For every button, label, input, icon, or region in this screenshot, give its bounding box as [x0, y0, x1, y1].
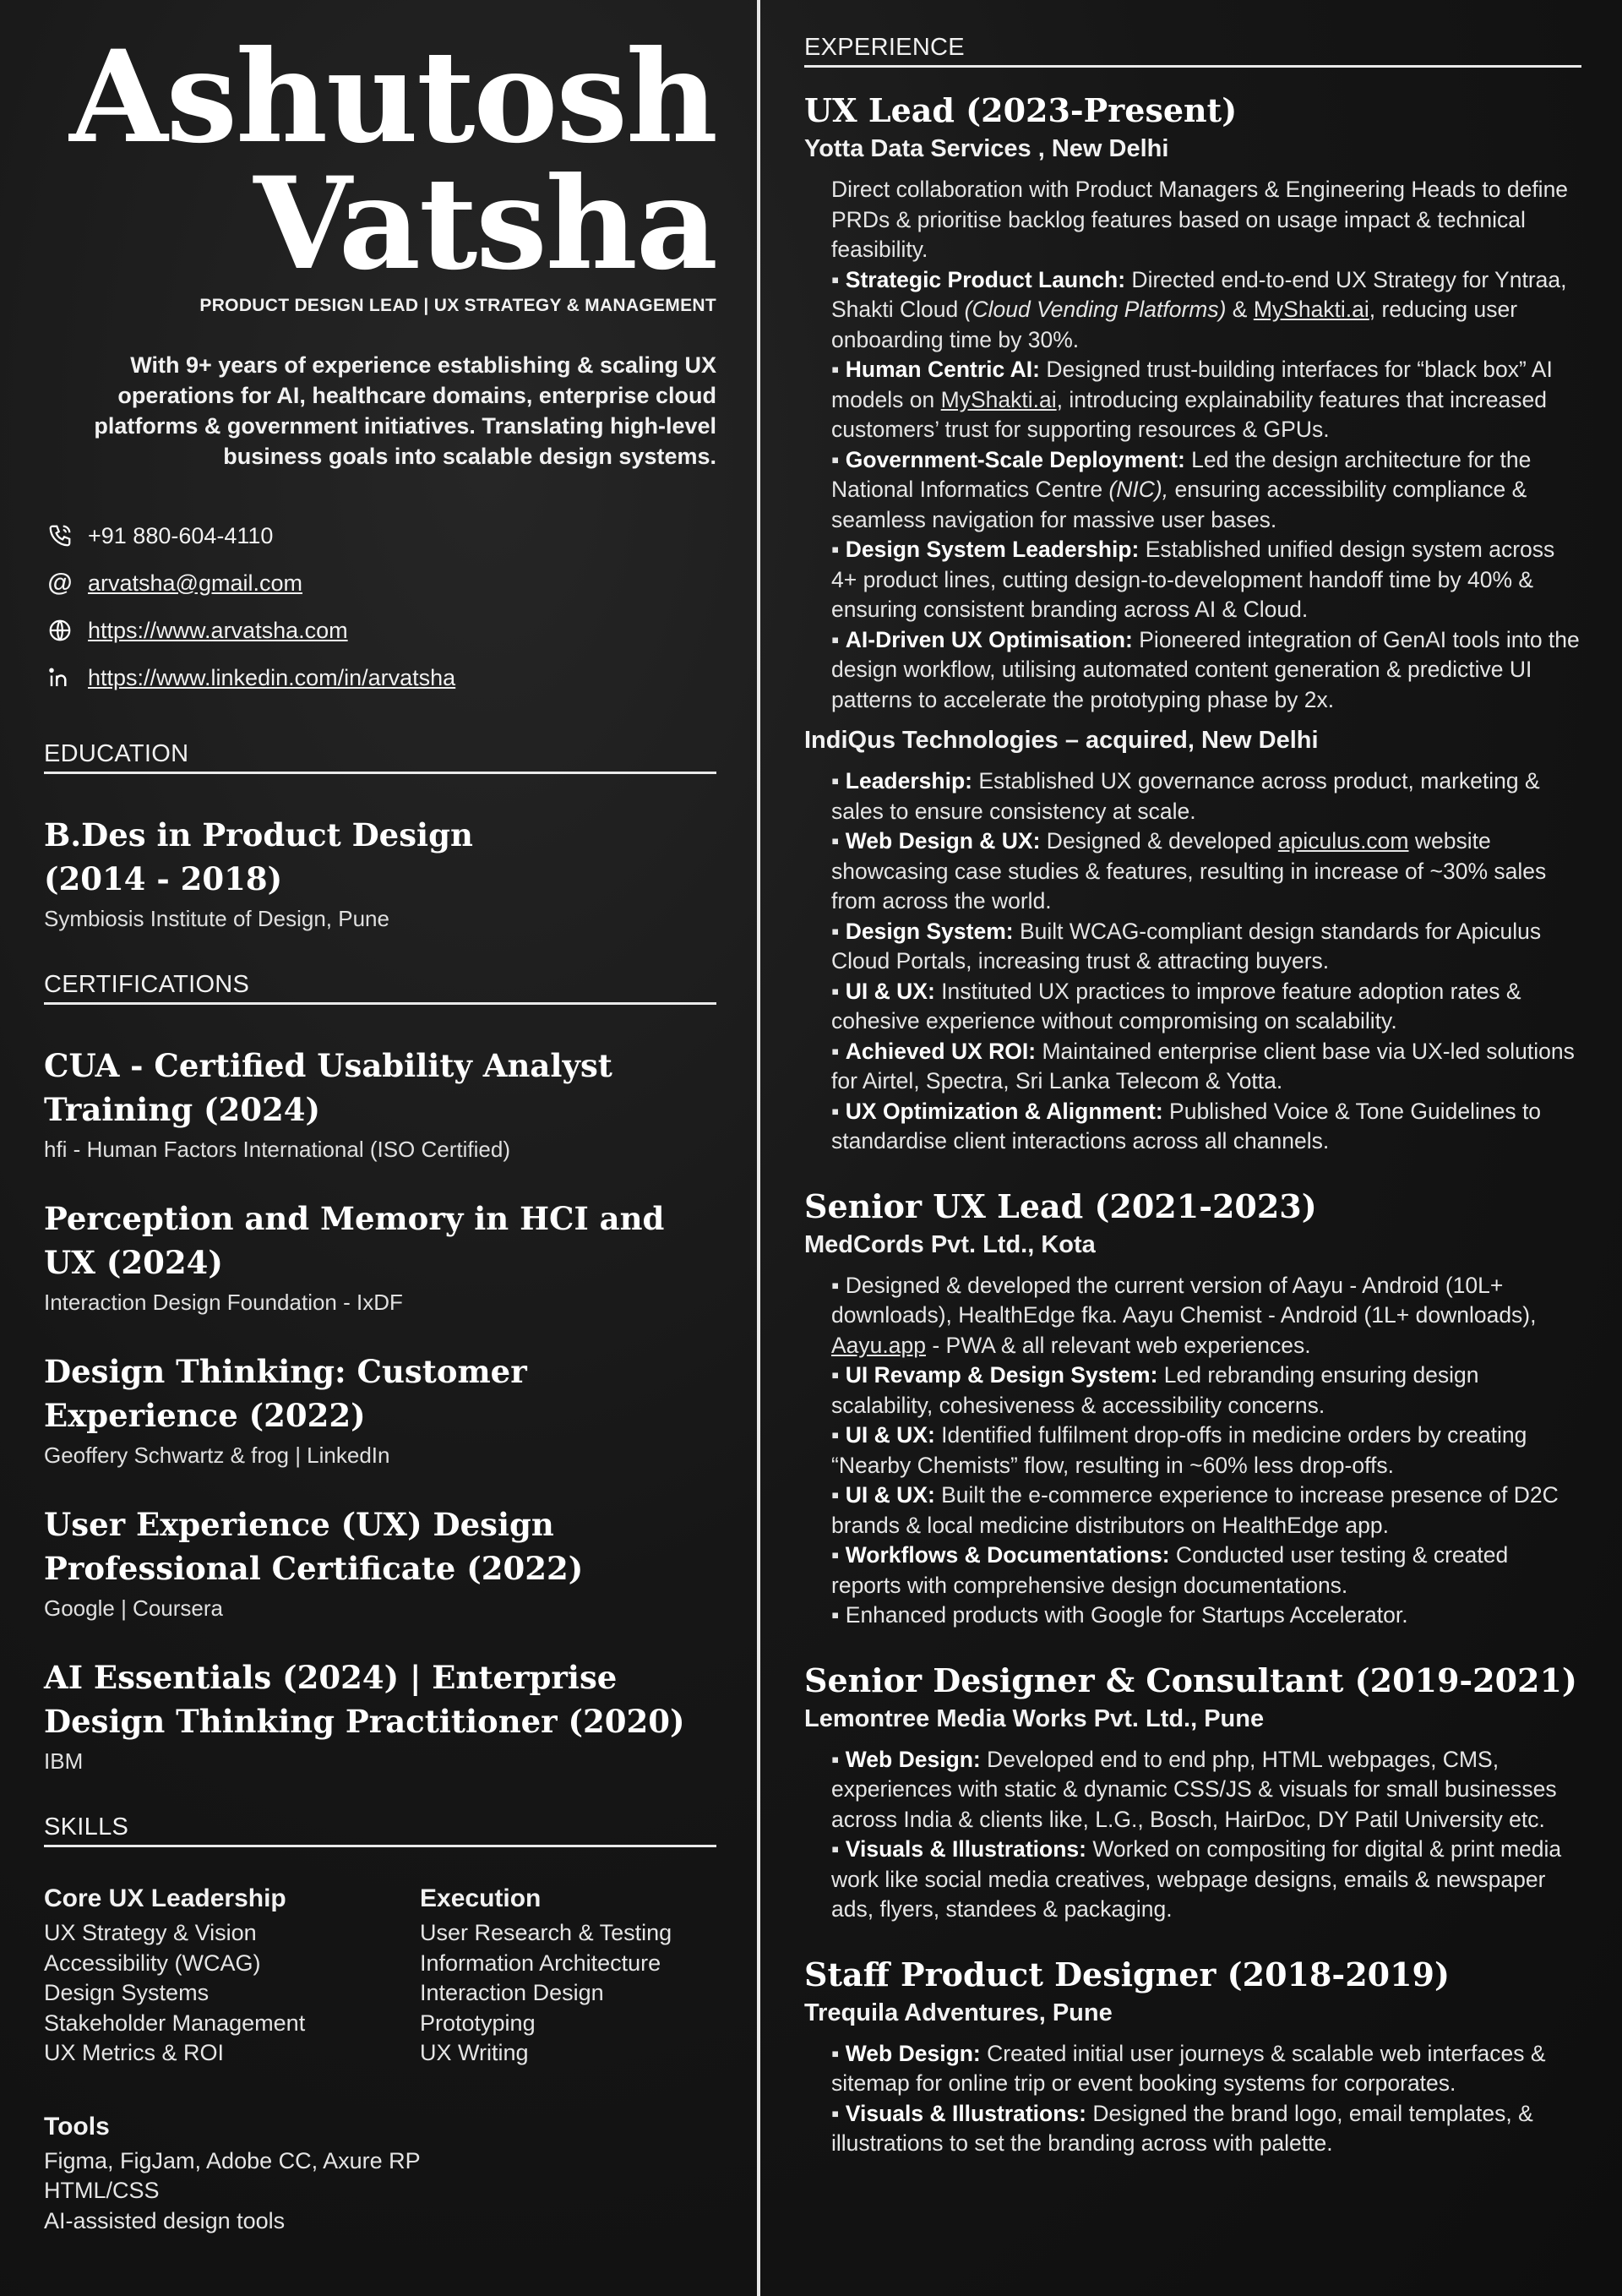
bullet-text: Developed end to end php, HTML webpages, CMS, experiences with static & dynamic CSS/JS & visuals for small businesses across India & clients like, L.G., Bosch, HairDoc, DY Patil University etc.	[831, 1746, 1557, 1832]
bullet-label: Visuals & Illustrations:	[845, 2100, 1086, 2126]
job-body	[831, 175, 1581, 715]
cert-title-line-1: CUA - Certified Usability Analyst	[44, 1047, 612, 1084]
bullet-label: Government-Scale Deployment:	[845, 446, 1185, 472]
bullet-label: Human Centric AI:	[845, 357, 1040, 382]
cert-title-line-2: Professional Certificate (2022)	[44, 1550, 584, 1587]
job-company: Lemontree Media Works Pvt. Ltd., Pune	[804, 1704, 1265, 1732]
job-bullet: ▪ Web Design & UX: Designed & developed apiculus.com website showcasing case studies & features, resulting in increase of ~30% sales from across the world.	[831, 828, 1547, 913]
bullet-label: UI & UX:	[845, 1422, 935, 1448]
education-heading: EDUCATION	[44, 740, 716, 774]
bullet-text: Led rebranding ensuring design scalability, cohesiveness & accessibility concerns.	[831, 1362, 1479, 1418]
bullet-label: UI & UX:	[845, 978, 935, 1004]
cert-title-line-2: UX (2024)	[44, 1244, 223, 1281]
contact-linkedin[interactable]	[44, 654, 716, 701]
skill-item: Design Systems	[44, 1980, 210, 2005]
job-role: Senior UX Lead (2021-2023)	[804, 1186, 1317, 1225]
cert-item	[44, 1502, 716, 1622]
full-name	[44, 23, 716, 298]
bullet-text: Designed & developed	[1040, 828, 1278, 854]
bullet-label: Web Design:	[845, 2040, 981, 2066]
bullet-text: Maintained enterprise client base via UX-led solutions for Airtel, Spectra, Sri Lanka Telecom & Yotta.	[831, 1038, 1575, 1093]
job-bullet: ▪ Achieved UX ROI: Maintained enterprise client base via UX-led solutions for Airtel, Spectra, Sri Lanka Telecom & Yotta.	[831, 1038, 1575, 1093]
cert-title	[44, 1350, 716, 1437]
job-bullet: ▪ UX Optimization & Alignment: Published Voice & Tone Guidelines to standardise client interactions across all channels.	[831, 1098, 1542, 1153]
bullet-label: UI Revamp & Design System:	[845, 1362, 1158, 1388]
cert-title	[44, 1655, 716, 1743]
bullet-text: Led the design architecture for the National Informatics Centre	[831, 446, 1532, 502]
bullet-text: Identified fulfilment drop-offs in medicine orders by creating “Nearby Chemists” flow, resulting in ~60% less drop-offs.	[831, 1422, 1527, 1478]
email-link[interactable]: arvatsha@gmail.com	[88, 570, 302, 596]
contact-phone	[44, 512, 716, 559]
cert-item	[44, 1044, 716, 1163]
bullet-italic: (NIC),	[1108, 477, 1169, 502]
job-bullet: ▪ Leadership: Established UX governance across product, marketing & sales to ensure consistency at scale.	[831, 768, 1540, 824]
cert-issuer: IBM	[44, 1748, 84, 1774]
school-name: Symbiosis Institute of Design, Pune	[44, 906, 389, 931]
cert-issuer: Interaction Design Foundation - IxDF	[44, 1290, 403, 1315]
job-lemontree	[804, 1660, 1581, 1925]
bullet-label: UI & UX:	[845, 1482, 935, 1508]
cert-item	[44, 1655, 716, 1775]
myshakti-link[interactable]: MyShakti.ai	[940, 386, 1057, 412]
linkedin-icon	[44, 662, 76, 694]
cert-item	[44, 1350, 716, 1469]
bullet-label: Design System:	[845, 918, 1014, 944]
tool-item: Figma, FigJam, Adobe CC, Axure RP	[44, 2147, 421, 2173]
bullet-text: , introducing explainability features that increased customers’ trust for supporting resources & GPUs.	[831, 386, 1548, 442]
skills-exec-column	[420, 1884, 716, 2069]
skill-item: Information Architecture	[420, 1950, 661, 1976]
globe-icon	[44, 614, 76, 646]
bullet-text: Built the e-commerce experience to increase presence of D2C brands & local medicine distributors on HealthEdge app.	[831, 1482, 1559, 1538]
bullet-label: Web Design & UX:	[845, 828, 1041, 854]
contact-email[interactable]	[44, 559, 716, 607]
bullet-italic: (Cloud Vending Platforms)	[964, 297, 1227, 322]
bullet-label: AI-Driven UX Optimisation:	[845, 626, 1133, 652]
degree-line-1: B.Des in Product Design	[44, 816, 473, 854]
tools-section	[44, 2113, 716, 2237]
bullet-text: Conducted user testing & created reports with comprehensive design documentations.	[831, 1542, 1509, 1598]
job-bullet: ▪ UI Revamp & Design System: Led rebranding ensuring design scalability, cohesiveness & accessibility concerns.	[831, 1362, 1479, 1418]
left-column	[44, 23, 716, 2236]
job-trequila	[804, 1954, 1581, 2159]
linkedin-link[interactable]: https://www.linkedin.com/in/arvatsha	[88, 664, 456, 690]
job-bullet: ▪ Human Centric AI: Designed trust-building interfaces for “black box” AI models on MyShakti.ai, introducing explainability features that increased customers’ trust for supporting resources & GPUs.	[831, 357, 1553, 442]
job-bullet: ▪ Workflows & Documentations: Conducted user testing & created reports with comprehensive design documentations.	[831, 1542, 1509, 1598]
cert-title-line-2: Experience (2022)	[44, 1397, 366, 1434]
tool-item: HTML/CSS	[44, 2178, 160, 2203]
skill-item: User Research & Testing	[420, 1920, 672, 1945]
bullet-text: Published Voice & Tone Guidelines to standardise client interactions across all channels.	[831, 1098, 1542, 1153]
job-bullet: ▪ UI & UX: Instituted UX practices to improve feature adoption rates & cohesive experience without compromising on scalability.	[831, 978, 1521, 1033]
skills-exec-title: Execution	[420, 1884, 542, 1912]
certifications-heading: CERTIFICATIONS	[44, 971, 716, 1005]
cert-title	[44, 1502, 716, 1590]
bullet-label: UX Optimization & Alignment:	[845, 1098, 1163, 1124]
job-bullet: ▪ Enhanced products with Google for Startups Accelerator.	[831, 1602, 1408, 1628]
skill-item: Interaction Design	[420, 1980, 604, 2005]
apiculus-link[interactable]: apiculus.com	[1277, 828, 1409, 854]
tools-title: Tools	[44, 2112, 110, 2141]
bullet-label: Leadership:	[845, 768, 972, 794]
bullet-text: Enhanced products with Google for Startups Accelerator.	[845, 1602, 1408, 1628]
cert-title	[44, 1197, 716, 1284]
bullet-text: Built WCAG-compliant design standards for Apiculus Cloud Portals, increasing trust & attracting buyers.	[831, 918, 1542, 973]
cert-title-line-1: User Experience (UX) Design	[44, 1506, 554, 1543]
bullet-text: Established UX governance across product, marketing & sales to ensure consistency at scale.	[831, 768, 1540, 824]
skill-item: UX Metrics & ROI	[44, 2040, 225, 2065]
skill-item: Stakeholder Management	[44, 2010, 306, 2036]
job-body	[831, 1745, 1581, 1925]
job-bullet: ▪ Visuals & Illustrations: Designed the brand logo, email templates, & illustrations to set the branding across with palette.	[831, 2100, 1533, 2156]
job-medcords	[804, 1186, 1581, 1631]
experience-heading: EXPERIENCE	[804, 34, 1581, 68]
skills-heading: SKILLS	[44, 1813, 716, 1847]
bullet-text: Pioneered integration of GenAI tools into the design workflow, utilising automated content generation & predictive UI patterns to accelerate the prototyping phase by 2x.	[831, 626, 1580, 712]
cert-title-line-1: Perception and Memory in HCI and	[44, 1200, 665, 1237]
job-role: Staff Product Designer (2018-2019)	[804, 1955, 1450, 1993]
summary: With 9+ years of experience establishing & scaling UX operations for AI, healthcare domains, enterprise cloud platforms & government initiatives. Translating high-level business goals into scalable design systems.	[94, 352, 716, 469]
bullet-text: Created initial user journeys & scalable web interfaces & sitemap for online trip or event booking systems for corporates.	[831, 2040, 1546, 2096]
skills-core-column	[44, 1884, 420, 2069]
bullet-text: Worked on compositing for digital & print media work like social media creatives, webpage designs, emails & newspaper ads, flyers, standees & packaging.	[831, 1836, 1562, 1922]
bullet-text: Designed the brand logo, email templates, & illustrations to set the branding across with palette.	[831, 2100, 1533, 2156]
job-body	[831, 2039, 1581, 2159]
job-company: Trequila Adventures, Pune	[804, 1999, 1113, 2026]
cert-title-line-2: Design Thinking Practitioner (2020)	[44, 1703, 685, 1740]
contact-list	[44, 512, 716, 701]
column-divider	[757, 0, 760, 2296]
job-bullet: ▪ UI & UX: Built the e-commerce experience to increase presence of D2C brands & local medicine distributors on HealthEdge app.	[831, 1482, 1559, 1538]
job-role: UX Lead (2023-Present)	[804, 91, 1238, 129]
cert-item	[44, 1197, 716, 1316]
bullet-text: website showcasing case studies & features, resulting in increase of ~30% sales from across the world.	[831, 828, 1547, 913]
phone-text: +91 880-604-4110	[88, 522, 274, 548]
contact-website[interactable]	[44, 607, 716, 654]
skill-item: Prototyping	[420, 2010, 536, 2036]
bullet-text: Designed & developed the current version of Aayu - Android (10L+ downloads), HealthEdge fka. Aayu Chemist - Android (1L+ downloads),	[831, 1272, 1537, 1328]
tool-item: AI-assisted design tools	[44, 2207, 286, 2233]
job-bullet: ▪ Designed & developed the current version of Aayu - Android (10L+ downloads), HealthEdge fka. Aayu Chemist - Android (1L+ downloads), Aayu.app - PWA & all relevant web experiences.	[831, 1272, 1537, 1358]
website-link[interactable]: https://www.arvatsha.com	[88, 617, 348, 643]
cert-title-line-1: Design Thinking: Customer	[44, 1353, 527, 1390]
bullet-label: Visuals & Illustrations:	[845, 1836, 1086, 1862]
skills-grid	[44, 1884, 716, 2069]
job-intro: Direct collaboration with Product Managers & Engineering Heads to define PRDs & prioritise backlog features based on usage impact & technical feasibility.	[831, 177, 1569, 262]
job-company: Yotta Data Services , New Delhi	[804, 135, 1169, 162]
job-bullet: ▪ Government-Scale Deployment: Led the design architecture for the National Informatics Centre (NIC), ensuring accessibility compliance & seamless navigation for massive user bases.	[831, 446, 1532, 532]
bullet-label: Strategic Product Launch:	[845, 266, 1126, 292]
right-column	[804, 34, 1581, 2159]
degree-line-2: (2014 - 2018)	[44, 860, 283, 897]
skill-item: Accessibility (WCAG)	[44, 1950, 261, 1976]
skill-item: UX Writing	[420, 2040, 529, 2065]
job-bullet: ▪ Design System: Built WCAG-compliant design standards for Apiculus Cloud Portals, increasing trust & attracting buyers.	[831, 918, 1542, 973]
myshakti-link[interactable]: MyShakti.ai	[1253, 297, 1369, 322]
bullet-label: Web Design:	[845, 1746, 981, 1772]
degree-title	[44, 813, 716, 901]
first-name: Ashutosh	[69, 23, 716, 172]
bullet-text: ensuring accessibility compliance & seamless navigation for massive user bases.	[831, 477, 1527, 532]
cert-title-line-2: Training (2024)	[44, 1091, 320, 1128]
job-bullet: ▪ AI-Driven UX Optimisation: Pioneered integration of GenAI tools into the design workflow, utilising automated content generation & predictive UI patterns to accelerate the prototyping phase by 2x.	[831, 626, 1580, 712]
job-company: IndiQus Technologies – acquired, New Delhi	[804, 727, 1319, 754]
bullet-text: Directed end-to-end UX Strategy for Yntraa, Shakti Cloud	[831, 266, 1567, 322]
job-company: MedCords Pvt. Ltd., Kota	[804, 1230, 1096, 1258]
cert-title	[44, 1044, 716, 1132]
job-bullet: ▪ Design System Leadership: Established unified design system across 4+ product lines, cutting design-to-development handoff time by 40% & ensuring consistent branding across AI & Cloud.	[831, 537, 1555, 622]
bullet-label: Workflows & Documentations:	[845, 1542, 1170, 1568]
cert-issuer: Geoffery Schwartz & frog | LinkedIn	[44, 1442, 390, 1468]
cert-issuer: Google | Coursera	[44, 1595, 223, 1621]
bullet-text: Established unified design system across 4+ product lines, cutting design-to-development handoff time by 40% & ensuring consistent branding across AI & Cloud.	[831, 537, 1555, 622]
at-icon: @	[47, 569, 73, 597]
aayu-link[interactable]: Aayu.app	[831, 1332, 926, 1358]
job-body	[831, 1271, 1581, 1631]
last-name: Vatsha	[253, 150, 716, 298]
education-entry	[44, 813, 716, 932]
job-role: Senior Designer & Consultant (2019-2021)	[804, 1661, 1577, 1699]
bullet-text: - PWA & all relevant web experiences.	[925, 1332, 1311, 1358]
bullet-text: Designed trust-building interfaces for “black box” AI models on	[831, 357, 1553, 412]
phone-icon	[44, 520, 76, 552]
job-bullet: ▪ Web Design: Created initial user journeys & scalable web interfaces & sitemap for online trip or event booking systems for corporates.	[831, 2040, 1546, 2096]
bullet-label: Achieved UX ROI:	[845, 1038, 1037, 1064]
bullet-text: , reducing user onboarding time by 30%.	[831, 297, 1518, 352]
bullet-label: Design System Leadership:	[845, 537, 1140, 562]
bullet-text: &	[1226, 297, 1254, 322]
tagline: PRODUCT DESIGN LEAD | UX STRATEGY & MANAGEMENT	[199, 296, 716, 315]
skill-item: UX Strategy & Vision	[44, 1920, 257, 1945]
job-bullet: ▪ Web Design: Developed end to end php, HTML webpages, CMS, experiences with static & dynamic CSS/JS & visuals for small businesses across India & clients like, L.G., Bosch, HairDoc, DY Patil University etc.	[831, 1746, 1557, 1832]
skills-core-title: Core UX Leadership	[44, 1884, 286, 1912]
job-indiqus	[804, 727, 1581, 1157]
job-bullet: ▪ Strategic Product Launch: Directed end-to-end UX Strategy for Yntraa, Shakti Cloud (Cloud Vending Platforms) & MyShakti.ai, reducing user onboarding time by 30%.	[831, 266, 1567, 352]
cert-title-line-1: AI Essentials (2024) | Enterprise	[44, 1659, 618, 1696]
cert-issuer: hfi - Human Factors International (ISO Certified)	[44, 1137, 510, 1162]
job-yotta	[804, 90, 1581, 715]
job-body	[831, 766, 1581, 1157]
bullet-text: Instituted UX practices to improve feature adoption rates & cohesive experience without compromising on scalability.	[831, 978, 1521, 1033]
job-bullet: ▪ UI & UX: Identified fulfilment drop-offs in medicine orders by creating “Nearby Chemists” flow, resulting in ~60% less drop-offs.	[831, 1422, 1527, 1478]
job-bullet: ▪ Visuals & Illustrations: Worked on compositing for digital & print media work like social media creatives, webpage designs, emails & newspaper ads, flyers, standees & packaging.	[831, 1836, 1562, 1922]
